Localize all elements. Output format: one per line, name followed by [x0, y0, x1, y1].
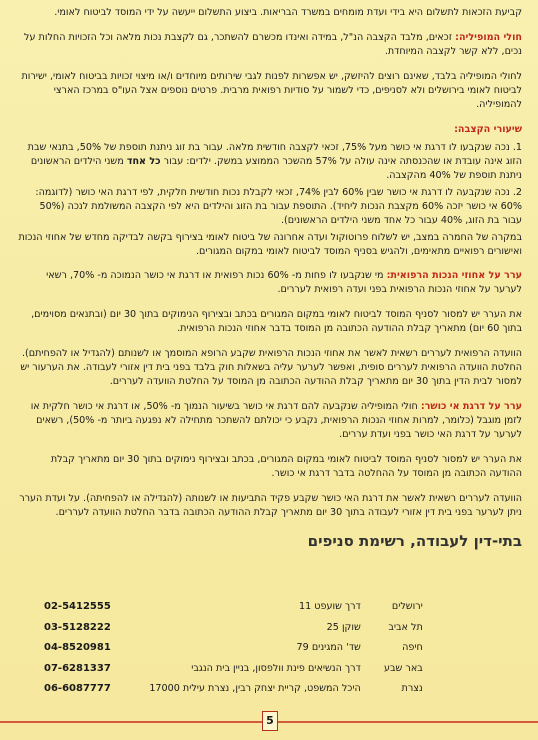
appeal-label: ערר על אחוזי הנכות הרפואית: — [386, 270, 522, 281]
court-phone: 02-5412555 — [44, 601, 111, 612]
court-city: חיפה — [402, 642, 423, 653]
incapacity-text: חולי המופיליה שנקבעה להם דרגת אי כושר בשיעור הנמוך מ- 50%, או דרגת אי כושר חלקית או לזמן מוגבל (כלומר, למרות אחוזי הנכות הרפואית, נקבע כי יכולתם להשתכר מתחילה לא נפגעה ביותר מ- 50%), רשאים לערער על דרגת האי כושר בפני ועדת עררים. — [30, 401, 522, 440]
labor-courts-table-body — [44, 601, 423, 704]
document-body — [18, 6, 522, 562]
court-row — [44, 663, 423, 684]
rate-item-1 — [18, 141, 522, 183]
court-address: דרך שועפט 11 — [299, 601, 361, 612]
rates-heading: שיעורי הקצבה: — [454, 124, 522, 135]
court-address: דרך הנשיאים פינת וולפסון, בניין בית הנגבי — [191, 662, 361, 674]
court-phone: 06-6087777 — [44, 683, 111, 694]
appeal-paragraph — [18, 269, 522, 297]
rate-1-text-a: 1. נכה שנקבעו לו דרגת אי כושר מעל 75%, זכאי לקצבה חודשית מלאה. עבור בת זוג ניתנת תוספת של 50%, בתנאי שבת הזוג אינה עובדת או שהכנסתה אינה עולה על 57% מהשכר הממוצע במשק. ילדים: עבור — [27, 142, 522, 167]
court-city: תל אביב — [388, 621, 423, 633]
court-row — [44, 642, 423, 663]
court-city: נצרת — [401, 683, 423, 694]
rate-item-2: 2. נכה שנקבעה לו דרגת אי כושר שבין 60% לבין 74%, זכאי לקבלת נכות חודשית חלקית, לפי דרגת האי כושר (לדוגמה: 60% אי כושר יזכה 60% מקצבת הנכות ליחיד). התוספת עבור בת הזוג והילדים היא לפי הקצבה המשולמת לנכה (50% עבור בת הזוג, 40% עבור כל אחד משני הילדים הראשונים). — [35, 187, 522, 226]
court-phone: 07-6281337 — [44, 662, 111, 674]
committee-paragraph: הוועדה הרפואית לעררים רשאית לאשר את אחוזי הנכות הרפואית שקבע הרופא המוסמך או לשנותם (להגדיל או להפחיתם). החלטת הוועדה הרפואית לעררים סופית, ואפשר לערער עליה בשאלות חוק בלבד בפני בית דין אזורי לעבודה. את הערעור יש למסור לבית הדין בתוך 30 יום מתאריך קבלת ההודעה הכתובה מן המוסד על החלטת הוועדה לעררים. — [20, 348, 522, 387]
hemophilia-paragraph — [18, 31, 522, 59]
rate-note: במקרה של החמרה במצב, יש לשלוח פרוטוקול ועדה אחרונה של ביטוח לאומי בצירוף בקשה לבדיקה מחדש של אחוזי הנכות ואישורים רפואיים מתאימים, ולהגיש בסניף המוסד לביטוח לאומי במקום המגורים. — [18, 232, 522, 257]
court-city: ירושלים — [391, 601, 423, 612]
hemophilia-text: זכאים, מלבד הקצבה הנ"ל, במידה ואינדו מכשרם להשתכר, גם לקצבת נכות מלאה וכל הזכויות החלות על נכים, ללא קשר לקצבה המיוחדת. — [24, 32, 522, 57]
court-city: באר שבע — [384, 662, 423, 674]
court-address: שוקן 25 — [326, 621, 361, 633]
labor-courts-title: בתי-דין לעבודה, רשימת סניפים — [307, 532, 522, 550]
incapacity-paragraph — [18, 400, 522, 442]
appeal-submit-paragraph: את הערר יש למסור לסניף המוסד לביטוח לאומי במקום המגורים בכתב ובצירוף הנימוקים בתוך 30 יום (ובתנאים מסוימים, בתוך 60 יום) מתאריך קבלת ההודעה הכתובה מן המוסד בדבר אחוזי הנכות הרפואית. — [31, 309, 522, 334]
court-row — [44, 601, 423, 622]
court-row — [44, 683, 423, 704]
court-row — [44, 622, 423, 643]
hemophilia-label: חולי המופיליה: — [455, 32, 522, 43]
court-phone: 03-5128222 — [44, 621, 111, 633]
incapacity-label: ערר על דרגת אי כושר: — [420, 401, 522, 412]
court-phone: 04-8520981 — [44, 642, 111, 653]
appeal-text: מי שנקבעו לו פחות מ- 60% נכות רפואית או דרגת אי כושר הנמוכה מ- 70%, רשאי לערער על אחוזי הנכות הרפואית בפני ועדה רפואית לעררים. — [46, 270, 522, 295]
rate-1-bold: כל אחד — [126, 156, 161, 167]
page-number: 5 — [262, 711, 278, 731]
court-address: שד' המגינים 79 — [296, 642, 361, 653]
rates-list — [18, 141, 522, 259]
confidential-paragraph: לחולי המופיליה בלבד, שאינם רוצים להיזשק, יש אפשרות לפנות לגבי שירותים מיוחדים ו/או מיצוי זכויות בביטוח לאומי, ישירות לביטוח לאומי בירושלים ולא לסניפים, כדי לשמור על סודיות רפואית מרבית. פרטים נוספים אצל העו"ס במרכז הארצי להמופיליה. — [21, 71, 522, 110]
intro-paragraph: קביעת הזכאות לתשלום היא בידי ועדת מומחים במשרד הבריאות. ביצוע התשלום ייעשה על ידי המוסד לביטוח לאומי. — [54, 7, 522, 18]
rate-1-text-b: משני הילדים הראשונים ניתנת תוספת של 40% מהקצבה. — [30, 156, 522, 181]
labor-courts-table — [44, 601, 423, 704]
incapacity-committee-paragraph: הוועדה לעררים רשאית לאשר את דרגת האי כושר שקבע פקיד התביעות או לשנותה (להגדילה או להפחיתה). על ועדת הערר ניתן לערער בפני בית דין אזורי לעבודה בתוך 30 יום מתאריך קבלת ההודעה הכתובה בדבר החלטת הוועדה לעררים. — [19, 493, 522, 518]
incapacity-submit-paragraph: את הערר יש למסור לסניף המוסד לביטוח לאומי במקום המגורים, בכתב ובצירוף נימוקים בתוך 30 יום מתאריך קבלת ההודעה הכתובה מן המוסד על ההחלטה בדבר דרגת אי כושר. — [50, 454, 522, 479]
court-address: היכל המשפט, קריית יצחק רבין, נצרת עילית 17000 — [149, 683, 361, 694]
